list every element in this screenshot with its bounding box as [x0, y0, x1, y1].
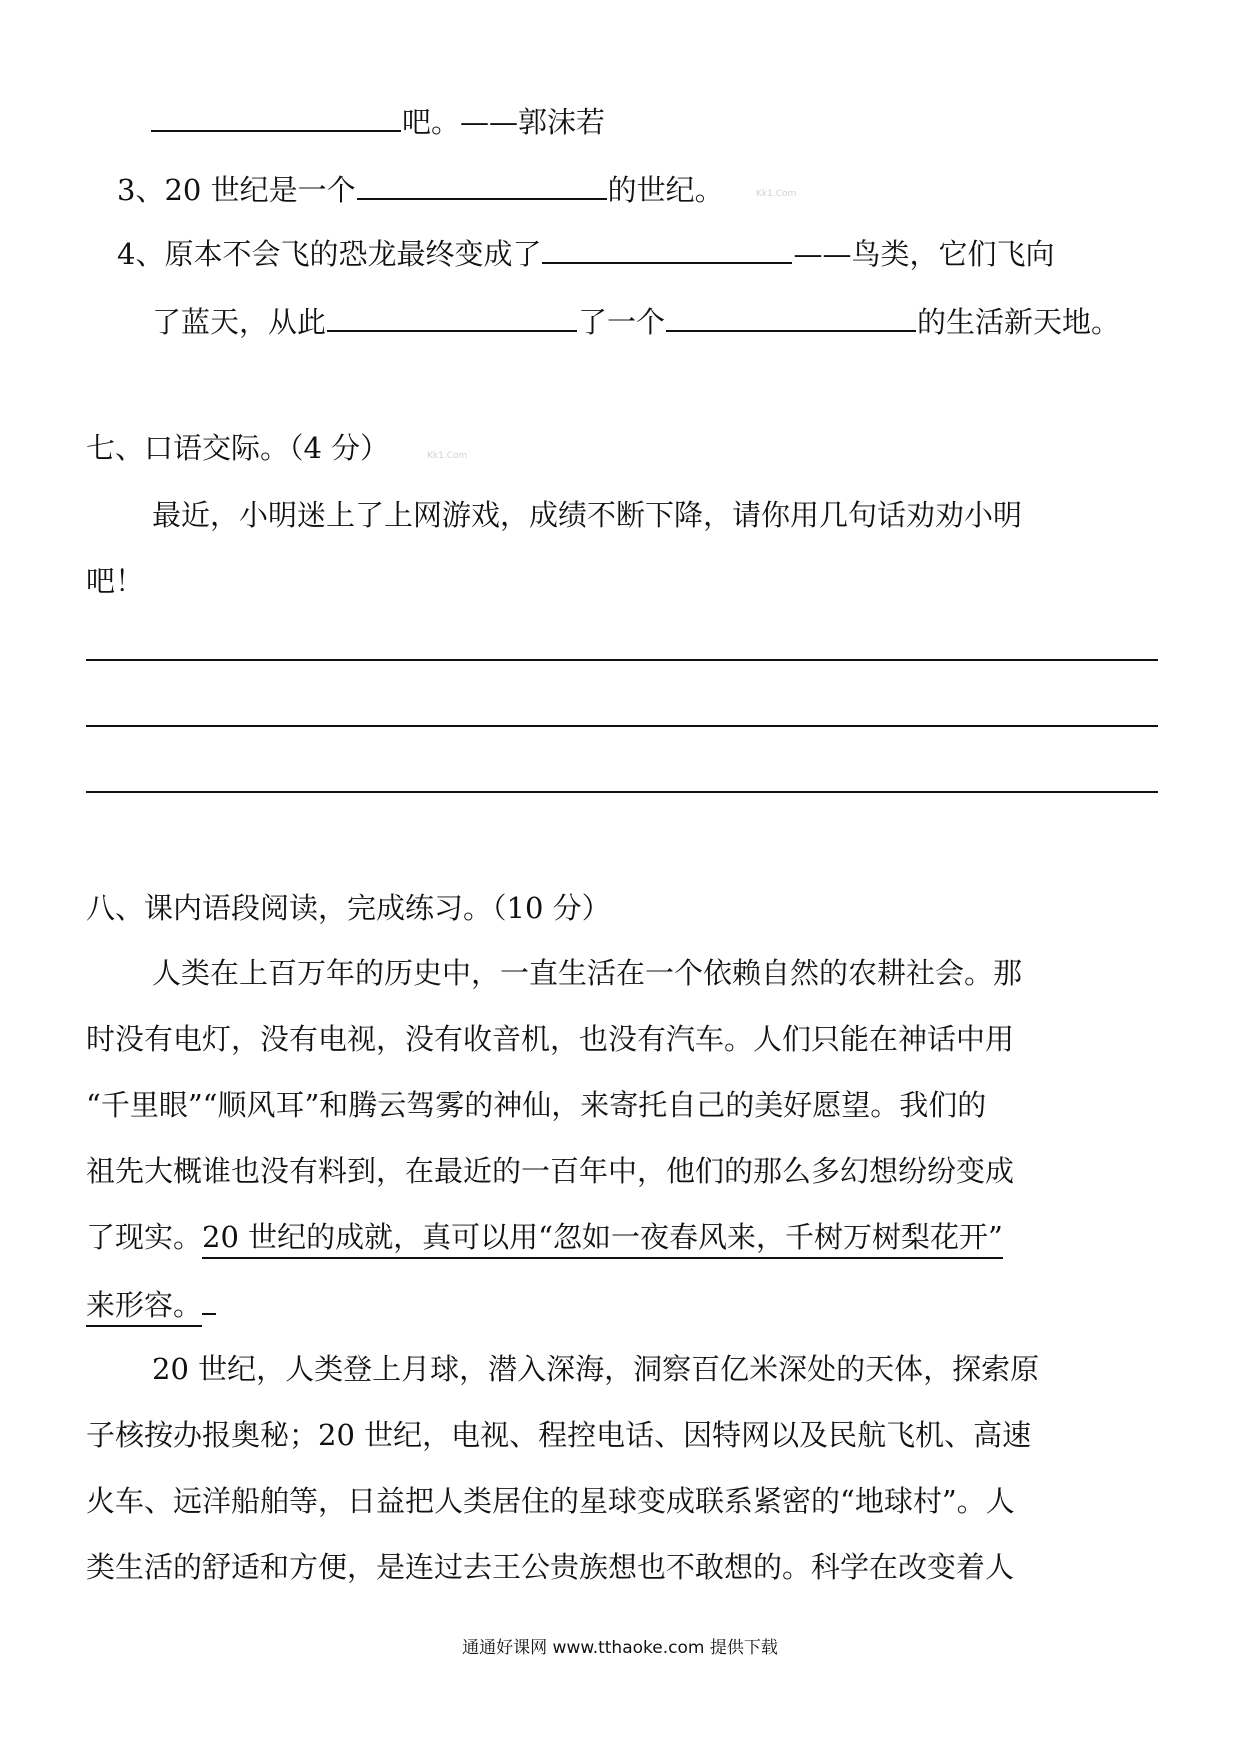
blank-3[interactable] — [542, 232, 792, 264]
paragraph-2-line-1: 20 世纪，人类登上月球，潜入深海，洞察百亿米深处的天体，探索原 — [152, 1352, 1040, 1386]
paragraph-2-line-4: 类生活的舒适和方便，是连过去王公贵族想也不敢想的。科学在改变着人 — [86, 1550, 1015, 1584]
answer-line-3[interactable] — [86, 791, 1158, 793]
underlined-sentence-end: 来形容。 — [86, 1288, 202, 1327]
section-7-prompt: 最近，小明迷上了上网游戏，成绩不断下降，请你用几句话劝劝小明 — [152, 498, 1023, 532]
footer: 通通好课网 www.tthaoke.com 提供下载 — [462, 1638, 778, 1658]
watermark: Kk1.Com — [427, 451, 468, 461]
answer-line-1[interactable] — [86, 659, 1158, 661]
blank-5[interactable] — [666, 300, 916, 332]
paragraph-1-line-4: 祖先大概谁也没有料到，在最近的一百年中，他们的那么多幻想纷纷变成 — [86, 1154, 1015, 1188]
paragraph-1-line-3: “千里眼”“顺风耳”和腾云驾雾的神仙，来寄托自己的美好愿望。我们的 — [86, 1088, 987, 1122]
answer-line-2[interactable] — [86, 725, 1158, 727]
question-4: 4、原本不会飞的恐龙最终变成了 ——鸟类，它们飞向 — [117, 232, 1054, 274]
fill-line-1 — [150, 100, 605, 142]
blank-1[interactable] — [151, 100, 401, 132]
section-8-heading: 八、课内语段阅读，完成练习。（10 分） — [86, 891, 611, 925]
paragraph-2-line-3: 火车、远洋船舶等，日益把人类居住的星球变成联系紧密的“地球村”。人 — [86, 1484, 1015, 1518]
paragraph-1-line-1: 人类在上百万年的历史中，一直生活在一个依赖自然的农耕社会。那 — [152, 956, 1023, 990]
watermark: Kk1.Com — [756, 189, 797, 199]
section-7-prompt-cont: 吧！ — [86, 564, 145, 598]
question-4-cont: 了蓝天，从此 了一个 的生活新天地。 — [152, 300, 1120, 342]
question-3: 3、20 世纪是一个 的世纪。 — [117, 168, 724, 210]
section-7-heading: 七、口语交际。（4 分） — [86, 431, 390, 465]
underlined-sentence: 20 世纪的成就，真可以用“忽如一夜春风来，千树万树梨花开” — [202, 1220, 1003, 1259]
blank-2[interactable] — [357, 168, 607, 200]
quote-attribution: 吧。——郭沫若 — [402, 105, 606, 139]
paragraph-1-line-2: 时没有电灯，没有电视，没有收音机，也没有汽车。人们只能在神话中用 — [86, 1022, 1015, 1056]
paragraph-1-line-5: 了现实。20 世纪的成就，真可以用“忽如一夜春风来，千树万树梨花开” — [86, 1217, 1003, 1257]
blank-4[interactable] — [327, 300, 577, 332]
paragraph-1-line-6 — [86, 1283, 216, 1325]
paragraph-2-line-2: 子核按办报奥秘；20 世纪，电视、程控电话、因特网以及民航飞机、高速 — [86, 1418, 1032, 1452]
